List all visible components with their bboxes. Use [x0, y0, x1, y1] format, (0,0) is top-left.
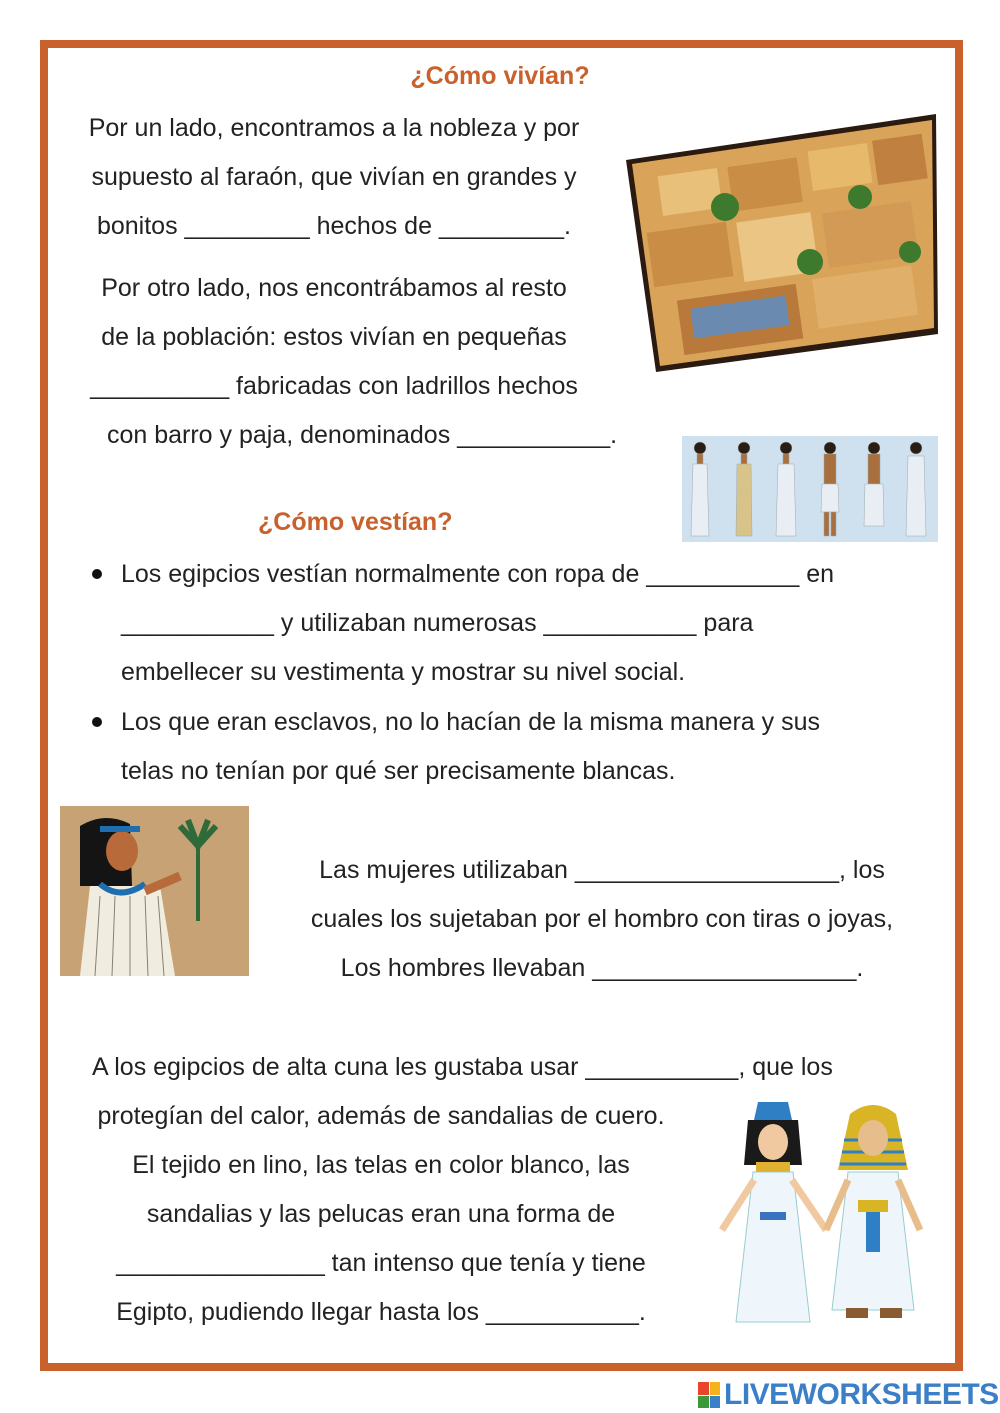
egyptian-city-illustration	[620, 112, 938, 374]
paragraph-poblacion	[58, 264, 618, 460]
egyptian-woman-painting	[60, 806, 249, 976]
paragraph-lino	[58, 1092, 704, 1337]
liveworksheets-badge-icon	[698, 1382, 720, 1408]
bullet-icon	[92, 717, 102, 727]
text-line: Los que eran esclavos, no lo hacían de la misma manera y sus	[121, 708, 820, 736]
liveworksheets-brand-text: LIVEWORKSHEETS	[724, 1378, 999, 1411]
text-line: supuesto al faraón, que vivían en grandes y	[91, 163, 577, 191]
heading-como-vivian: ¿Cómo vivían?	[410, 62, 590, 90]
bullet-item-ropa	[121, 550, 921, 697]
bullet-item-esclavos	[121, 698, 921, 796]
text-line: bonitos _________ hechos de _________.	[96, 212, 572, 240]
text-line: Los hombres llevaban ___________________.	[340, 954, 864, 982]
text-line: sandalias y las pelucas eran una forma de	[146, 1200, 616, 1228]
text-line: El tejido en lino, las telas en color blanco, las	[132, 1151, 630, 1179]
text-line: __________ fabricadas con ladrillos hechos	[90, 372, 578, 400]
text-line: Las mujeres utilizaban ___________________, los	[319, 856, 885, 884]
paragraph-mujeres-hombres	[270, 846, 934, 993]
text-line: ___________ y utilizaban numerosas ___________ para	[121, 609, 754, 637]
text-line: _______________ tan intenso que tenía y tiene	[116, 1249, 646, 1277]
bullet-icon	[92, 569, 102, 579]
text-line: Egipto, pudiendo llegar hasta los ___________.	[116, 1298, 646, 1326]
egyptian-clothing-figures	[682, 436, 938, 542]
pharaoh-couple-illustration	[718, 1100, 940, 1330]
text-line: con barro y paja, denominados ___________.	[106, 421, 618, 449]
text-line: Los egipcios vestían normalmente con ropa de ___________ en	[121, 560, 835, 588]
text-line: de la población: estos vivían en pequeñas	[101, 323, 567, 351]
text-line: Por un lado, encontramos a la nobleza y por	[88, 114, 580, 142]
text-line: Por otro lado, nos encontrábamos al resto	[101, 274, 567, 302]
paragraph-nobleza	[58, 104, 610, 251]
text-line-alta-cuna: A los egipcios de alta cuna les gustaba usar ___________, que los	[92, 1053, 833, 1081]
text-line: telas no tenían por qué ser precisamente blancas.	[121, 757, 676, 785]
text-line: cuales los sujetaban por el hombro con tiras o joyas,	[310, 905, 894, 933]
text-line: embellecer su vestimenta y mostrar su nivel social.	[121, 658, 686, 686]
heading-como-vestian: ¿Cómo vestían?	[258, 508, 453, 536]
liveworksheets-logo	[698, 1378, 999, 1412]
text-line: protegían del calor, además de sandalias de cuero.	[97, 1102, 665, 1130]
